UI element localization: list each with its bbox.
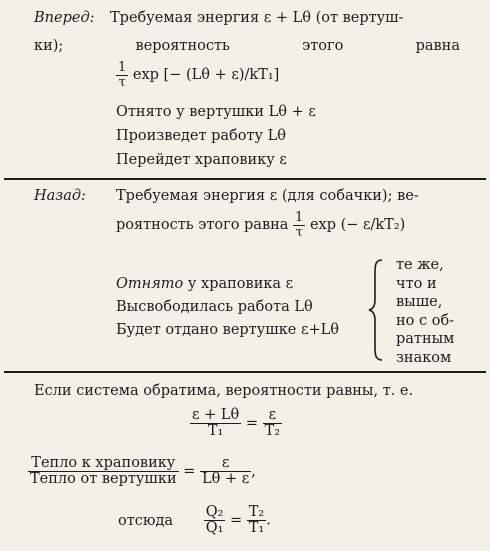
- forward-work: Произведет работу Lθ: [116, 128, 287, 144]
- backward-side-note: [396, 256, 454, 367]
- backward-prob-expr: exp (− ε/kT₂): [309, 217, 406, 234]
- eq3-equals: =: [230, 512, 243, 529]
- side-note-line: те же,: [396, 257, 444, 273]
- section-divider-2: [4, 371, 486, 373]
- forward-prob-expr: exp [− (Lθ + ε)/kT₁]: [132, 67, 280, 84]
- backward-taken-rest: у храповика ε: [183, 276, 294, 292]
- section-divider-1: [4, 178, 486, 180]
- curly-brace: [368, 258, 386, 362]
- backward-prob-num: 1: [295, 210, 304, 225]
- backward-given: Будет отдано вертушке ε+Lθ: [116, 322, 339, 338]
- eq2-right-den: Lθ + ε: [202, 471, 250, 488]
- forward-prob-fraction: [116, 61, 128, 89]
- eq2-right-fraction: [200, 456, 251, 487]
- conclusion-line1: Если система обратима, вероятности равны, т. е.: [34, 383, 414, 399]
- eq2-left-fraction: [28, 456, 179, 487]
- side-note-line: знаком: [396, 349, 452, 366]
- side-note-line: но с об-: [396, 312, 455, 329]
- eq3-left-num: Q₂: [205, 504, 224, 520]
- side-note-line: выше,: [396, 294, 443, 310]
- eq1-right-den: T₂: [264, 423, 281, 440]
- eq1-right-num: ε: [263, 408, 282, 424]
- eq2-tail: ,: [251, 463, 256, 480]
- forward-line2-part-a: ки);: [34, 38, 64, 54]
- forward-line2-part-b: вероятность: [135, 38, 230, 54]
- forward-taken: Отнято у вертушки Lθ + ε: [116, 104, 316, 120]
- eq3-left-den: Q₁: [205, 520, 224, 537]
- equation-2: [28, 456, 256, 487]
- forward-line2-part-d: равна: [415, 38, 460, 54]
- eq3-left-fraction: [204, 505, 226, 536]
- eq1-equals: =: [245, 415, 259, 432]
- backward-label: Назад:: [34, 188, 86, 204]
- forward-transfer: Перейдет храповику ε: [116, 152, 287, 168]
- eq1-left-fraction: [190, 408, 241, 439]
- forward-label: Вперед:: [34, 10, 95, 26]
- equation-3: [118, 505, 271, 536]
- eq3-right-fraction: [247, 505, 266, 536]
- eq1-left-num: ε + Lθ: [192, 407, 240, 423]
- backward-prob-fraction: [293, 211, 305, 239]
- forward-probability: [116, 61, 279, 89]
- eq2-left-num: Тепло к храповику: [28, 456, 179, 472]
- backward-prob-den: τ: [295, 224, 303, 240]
- backward-line2: [116, 211, 405, 239]
- backward-line1: Требуемая энергия ε (для собачки); ве-: [116, 188, 419, 204]
- eq1-right-fraction: [263, 408, 282, 439]
- equation-1: [190, 408, 282, 439]
- forward-prob-num: 1: [118, 60, 127, 75]
- eq2-right-num: ε: [200, 456, 251, 472]
- side-note-line: ратным: [396, 331, 455, 347]
- backward-taken-italic: Отнято: [116, 276, 184, 292]
- backward-released: Высвободилась работа Lθ: [116, 299, 313, 315]
- eq3-right-den: T₁: [248, 520, 265, 537]
- side-note-line: что и: [396, 275, 437, 292]
- hence-word: отсюда: [118, 512, 174, 529]
- forward-line2: [34, 38, 460, 54]
- forward-line1: Требуемая энергия ε + Lθ (от вертуш-: [110, 10, 404, 26]
- eq1-left-den: T₁: [207, 423, 224, 440]
- eq2-equals: =: [183, 463, 196, 480]
- eq2-left-den: Тепло от вертушки: [30, 471, 177, 488]
- forward-line2-part-c: этого: [302, 38, 344, 54]
- forward-prob-den: τ: [118, 74, 126, 90]
- eq3-right-num: T₂: [248, 504, 265, 520]
- backward-taken: [116, 276, 293, 292]
- eq3-tail: .: [266, 512, 271, 529]
- backward-line2-text: роятность этого равна: [116, 217, 289, 234]
